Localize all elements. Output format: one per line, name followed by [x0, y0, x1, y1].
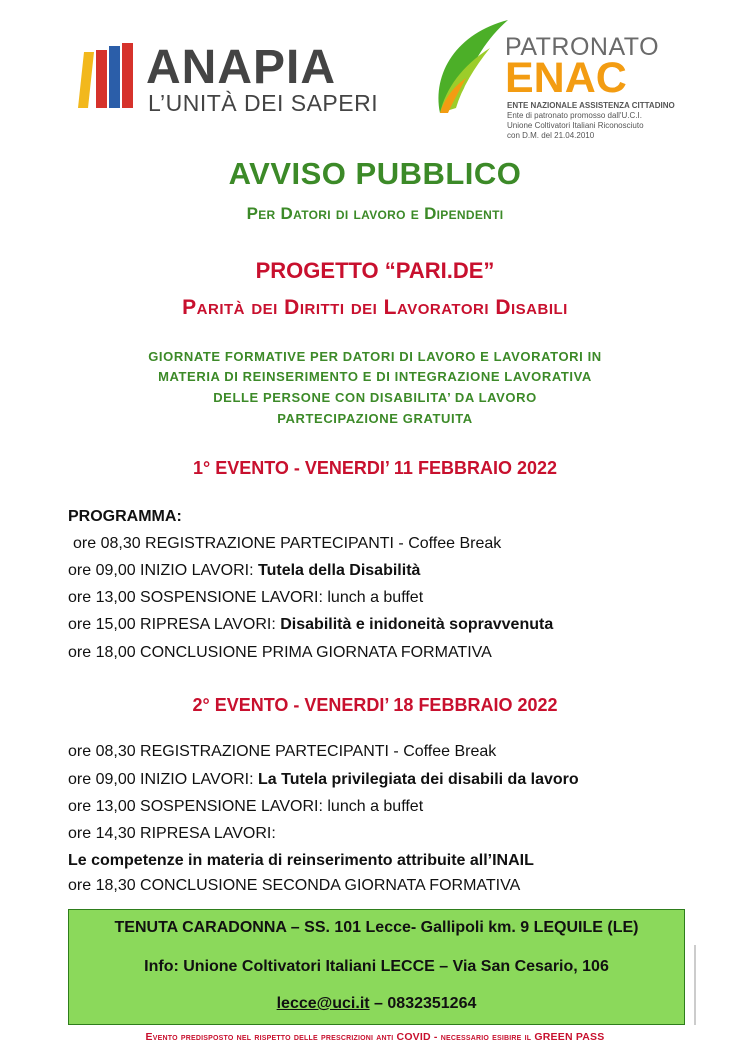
program-item: ore 18,30 CONCLUSIONE SECONDA GIORNATA FORMATIVA [68, 877, 521, 894]
email-link[interactable]: lecce@uci.it [276, 995, 370, 1012]
books-icon [78, 40, 138, 115]
program-item: ore 13,00 SOSPENSIONE LAVORI: lunch a buffet [68, 589, 424, 606]
location-line: TENUTA CARADONNA – SS. 101 Lecce- Gallipoli km. 9 LEQUILE (LE) [114, 919, 639, 936]
audience-subtitle: Per Datori di lavoro e Dipendenti [246, 204, 504, 223]
page-title: AVVISO PUBBLICO [228, 156, 522, 191]
project-subtitle: Parità dei Diritti dei Lavoratori Disabili [182, 296, 568, 319]
description-line: MATERIA DI REINSERIMENTO E DI INTEGRAZIONE LAVORATIVA [158, 369, 592, 384]
vertical-line-icon [690, 945, 700, 1025]
leaf-icon [432, 18, 512, 118]
program-item: ore 09,00 INIZIO LAVORI: La Tutela privilegiata dei disabili da lavoro [68, 771, 579, 788]
enac-caption-line: Ente di patronato promosso dall'U.C.I. [507, 111, 642, 120]
program-item: ore 13,00 SOSPENSIONE LAVORI: lunch a buffet [68, 798, 424, 815]
contact-line: lecce@uci.it – 0832351264 [276, 995, 477, 1012]
enac-caption-line: Unione Coltivatori Italiani Riconosciuto [507, 121, 644, 130]
anapia-title: ANAPIA [146, 41, 337, 94]
enac-caption-line: ENTE NAZIONALE ASSISTENZA CITTADINO [507, 101, 675, 110]
anapia-subtitle: L’UNITÀ DEI SAPERI [148, 90, 379, 116]
program-item: ore 15,00 RIPRESA LAVORI: Disabilità e inidoneità sopravvenuta [68, 616, 554, 633]
event-2-title: 2° EVENTO - VENERDI’ 18 FEBBRAIO 2022 [192, 695, 558, 715]
enac-patronato: PATRONATO [505, 33, 660, 61]
programma-label: PROGRAMMA: [68, 508, 182, 525]
enac-caption-line: con D.M. del 21.04.2010 [507, 131, 595, 140]
phone-number: 0832351264 [387, 995, 477, 1012]
program-item: ore 18,00 CONCLUSIONE PRIMA GIORNATA FORMATIVA [68, 644, 492, 661]
program-item: ore 14,30 RIPRESA LAVORI: [68, 825, 276, 842]
event-1-title: 1° EVENTO - VENERDI’ 11 FEBBRAIO 2022 [193, 458, 557, 478]
program-item: ore 08,30 REGISTRAZIONE PARTECIPANTI - Coffee Break [68, 743, 497, 760]
description-line: PARTECIPAZIONE GRATUITA [277, 411, 473, 426]
info-line: Info: Unione Coltivatori Italiani LECCE – Via San Cesario, 106 [144, 958, 609, 975]
project-title: PROGETTO “PARI.DE” [255, 258, 495, 283]
program-item: ore 08,30 REGISTRAZIONE PARTECIPANTI - Coffee Break [73, 535, 502, 552]
program-item: Le competenze in materia di reinserimento attribuite all’INAIL [68, 852, 534, 869]
side-credit-mark [690, 945, 700, 1025]
program-item: ore 09,00 INIZIO LAVORI: Tutela della Disabilità [68, 562, 421, 579]
description-line: GIORNATE FORMATIVE PER DATORI DI LAVORO E LAVORATORI IN [148, 349, 602, 364]
enac-name: ENAC [505, 54, 627, 102]
covid-note: Evento predisposto nel rispetto delle prescrizioni anti COVID - necessario esibire il GREEN PASS [145, 1031, 605, 1043]
description-line: DELLE PERSONE CON DISABILITA’ DA LAVORO [213, 390, 537, 405]
